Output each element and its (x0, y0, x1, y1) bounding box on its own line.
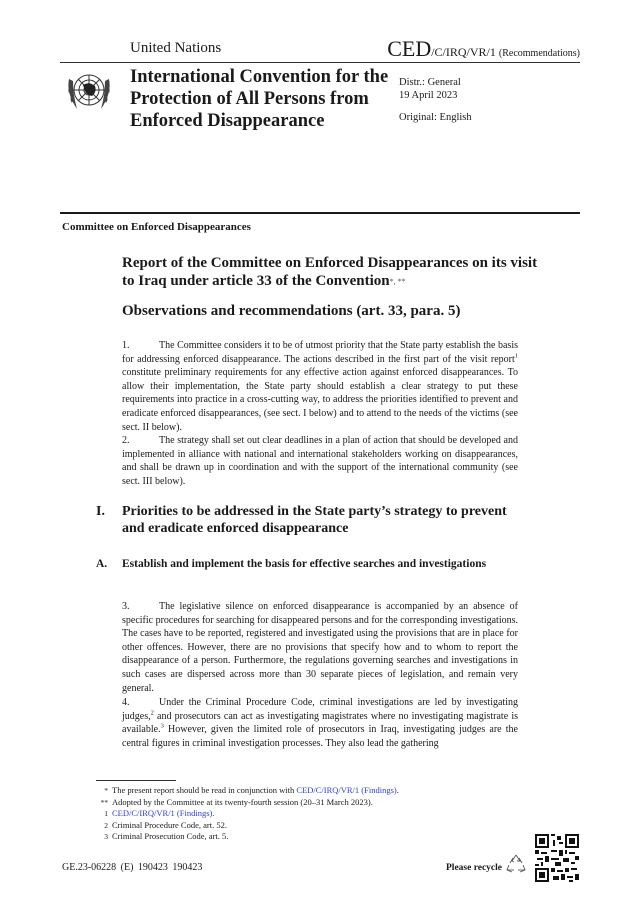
findings-link[interactable]: CED/C/IRQ/VR/1 (Findings) (112, 808, 213, 819)
recycle-icon (505, 853, 527, 875)
paragraph-text: The strategy shall set out clear deadlines in a plan of action that should be developed and implemented in alliance with national and international stakeholders working on disappearances, and shall be drawn up in coordination and with the support of the international community (see sect. III below). (122, 435, 518, 487)
organization-label: United Nations (130, 40, 222, 56)
paragraph-text: The legislative silence on enforced disappearance is accompanied by an absence of specific procedures for searching for disappeared persons and for the corresponding investigations. The cases have to be reported, registered and investigated using the provisions that are in place for other offences. However, there are no provisions that specify how and to whom to report the disappearance of a person. Furthermore, the regulations governing searches and investigations in such cases are dispersed across more than 30 separate pieces of legislation, and remain very general. (122, 601, 518, 694)
paragraph-number: 4. (122, 697, 130, 708)
distribution-block (399, 76, 472, 124)
un-emblem-icon (63, 65, 115, 117)
footnote-text: Criminal Prosecution Code, art. 5. (112, 831, 229, 842)
subsection-letter: A. (96, 558, 108, 570)
section-number: I. (96, 504, 105, 519)
footnote-punct: . (212, 808, 215, 819)
paragraph-text: Under the Criminal Procedure Code, criminal investigations are led by investigating judges, (122, 697, 518, 722)
footnote-punct: . (396, 785, 399, 795)
footnote-1 (88, 808, 399, 820)
footnote-star (88, 785, 399, 797)
footnote-3 (88, 831, 399, 843)
observations-title: Observations and recommendations (art. 33, para. 5) (122, 303, 461, 319)
paragraph-text: constitute preliminary requirements for any effective action against enforced disappearances. To allow their implementation, the State party should establish a clear strategy to put these requirements into practice in a cross-cutting way, to address the priorities identified to prevent and eradicate enforced disappearances, (see sect. I below) and to attend to the needs of the victims (see sect. II below). (122, 367, 518, 433)
footnote-double-star (88, 797, 399, 809)
qr-code-icon (535, 834, 579, 882)
document-date: 19 April 2023 (399, 90, 458, 101)
footnote-ref-1[interactable]: 1 (514, 352, 518, 360)
footnote-ref-3[interactable]: 3 (160, 722, 164, 730)
job-number: GE.23-06228 (E) 190423 190423 (62, 862, 203, 873)
paragraph-text: However, given the limited role of prosecutors in Iraq, investigating judges are the central figures in criminal investigation processes. They also lead the gathering (122, 724, 518, 749)
paragraph-number: 1. (122, 340, 130, 351)
footnote-rule (96, 780, 176, 781)
footnote-2 (88, 820, 399, 832)
section-heading-I (96, 503, 526, 537)
report-title (122, 254, 542, 291)
header-rule (60, 62, 580, 63)
footnote-mark: 2 (104, 820, 108, 830)
symbol-suffix: /C/IRQ/VR/1 (431, 45, 496, 59)
paragraph-number: 2. (122, 435, 130, 446)
paragraph-number: 3. (122, 601, 130, 612)
paragraph-text: The Committee considers it to be of utmost priority that the State party establish the basis for addressing enforced disappearance. The actions described in the first part of the visit report (122, 340, 518, 365)
original-language: Original: English (399, 112, 472, 123)
section-title: Priorities to be addressed in the State party’s strategy to prevent and eradicate enforced disappearance (122, 504, 507, 536)
symbol-prefix: CED (387, 36, 432, 61)
footnotes (88, 785, 399, 843)
footnote-text: The present report should be read in conjunction with (112, 785, 297, 795)
paragraph-1 (122, 339, 518, 434)
footnote-mark: 3 (104, 832, 108, 842)
footnote-text: Adopted by the Committee at its twenty-fourth session (20–31 March 2023). (112, 796, 373, 807)
footnote-mark: ** (100, 797, 108, 807)
report-title-text: Report of the Committee on Enforced Disappearances on its visit to Iraq under article 33 of the Convention (122, 255, 538, 289)
section-rule (60, 212, 580, 214)
subsection-heading-A (96, 557, 516, 571)
symbol-note: (Recommendations) (498, 48, 580, 59)
footnote-ref-2[interactable]: 2 (150, 709, 154, 717)
footnote-mark: * (104, 786, 108, 795)
report-title-footnote-marks: *, ** (389, 277, 406, 286)
subsection-title: Establish and implement the basis for effective searches and investigations (122, 558, 487, 570)
document-symbol (387, 36, 580, 62)
please-recycle-label: Please recycle (446, 863, 502, 873)
paragraph-text: and prosecutors can act as investigating magistrates where no investigating magistrate is available. (122, 710, 518, 736)
findings-link[interactable]: CED/C/IRQ/VR/1 (Findings) (296, 785, 397, 795)
footnote-text: Criminal Procedure Code, art. 52. (112, 819, 227, 830)
paragraph-2 (122, 434, 518, 488)
committee-name: Committee on Enforced Disappearances (62, 221, 251, 233)
footnote-mark: 1 (104, 809, 108, 819)
paragraph-3 (122, 600, 518, 695)
paragraph-4 (122, 696, 518, 750)
distribution-label: Distr.: General (399, 77, 461, 88)
convention-title: International Convention for the Protection of All Persons from Enforced Disappearance (130, 67, 389, 131)
